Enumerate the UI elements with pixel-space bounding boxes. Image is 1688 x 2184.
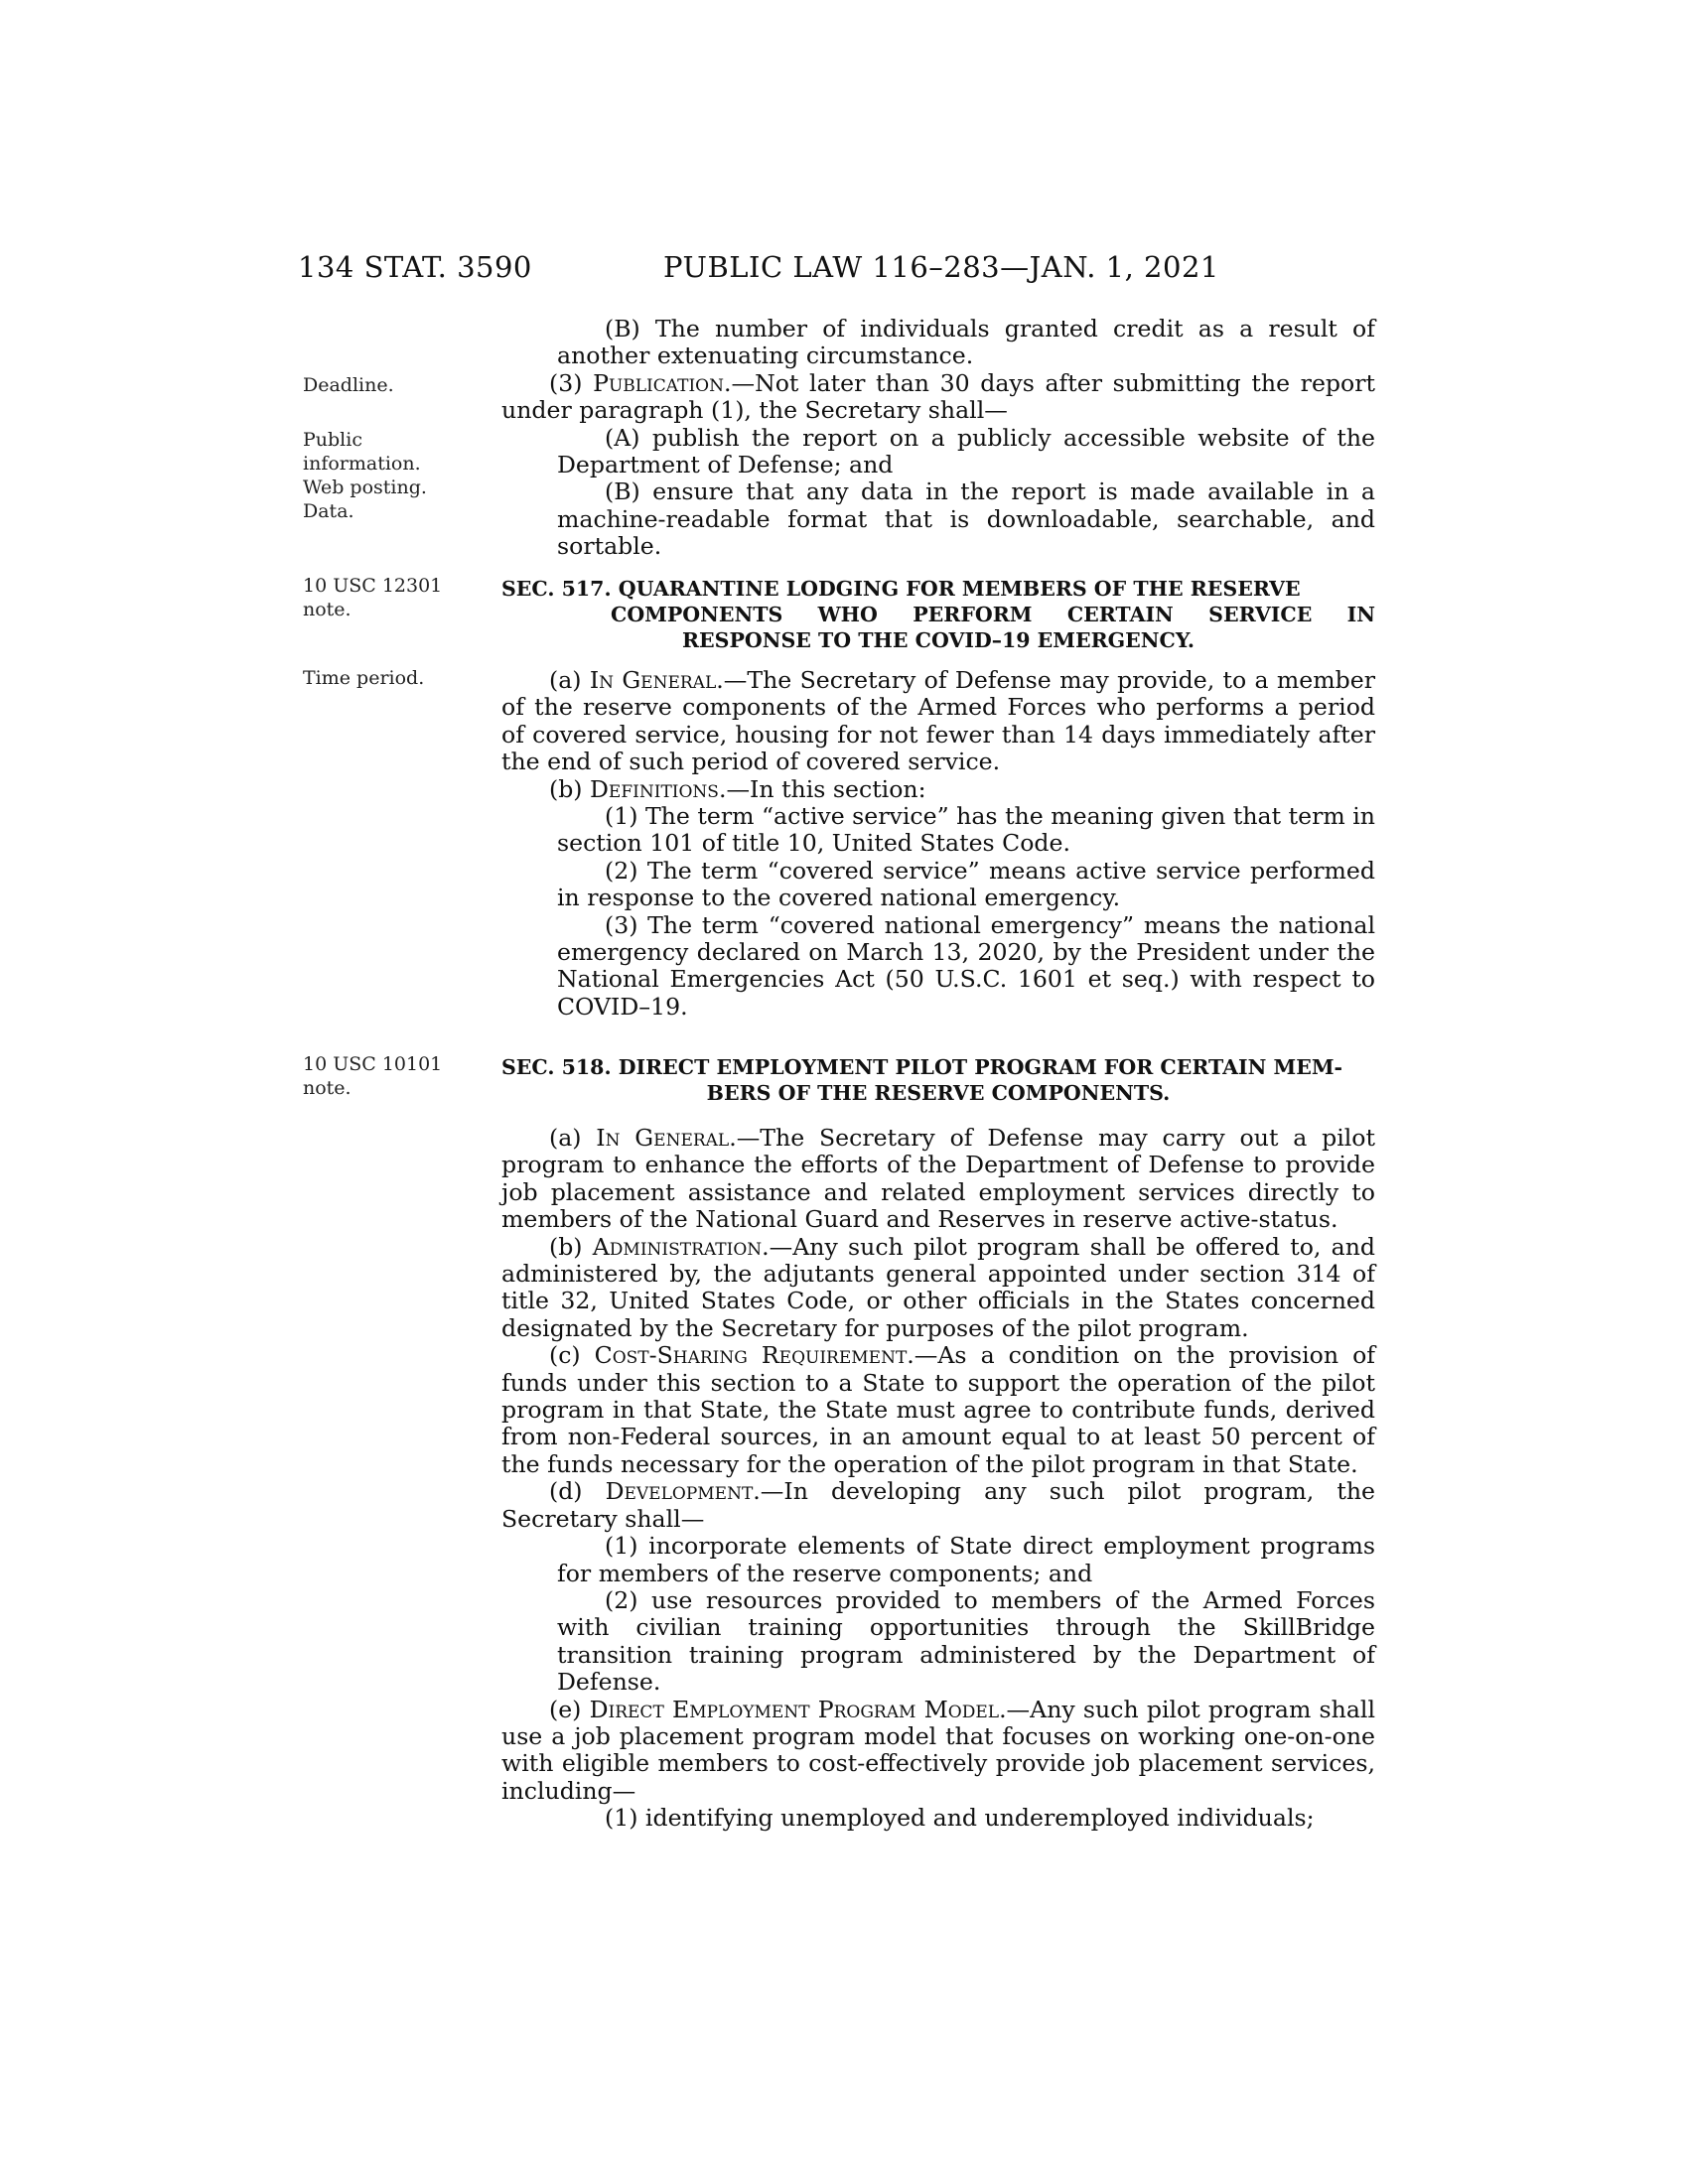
section-518-a: (a) In General.—The Secretary of Defense may carry out a pilot program to enhance the efforts of the Department of Defense to provide job placement assistance and related employment services directly to members of the National Guard and Reserves in reserve active-status.	[501, 1124, 1375, 1234]
margin-note-deadline: Deadline.	[303, 374, 394, 396]
section-518-heading-line2: BERS OF THE RESERVE COMPONENTS.	[706, 1081, 1171, 1105]
section-518-d1: (1) incorporate elements of State direct employment programs for members of the reserve components; and	[557, 1532, 1375, 1587]
section-518-heading-line1: SEC. 518. DIRECT EMPLOYMENT PILOT PROGRAM FOR CERTAIN MEM-	[501, 1055, 1343, 1079]
margin-note-public-information: Public information. Web posting. Data.	[303, 429, 427, 522]
section-518-heading	[501, 1054, 1375, 1106]
paragraph-3-publication: (3) Publication.—Not later than 30 days after submitting the report under paragraph (1), the Secretary shall—	[501, 368, 1375, 425]
section-518-d2: (2) use resources provided to members of the Armed Forces with civilian training opportunities through the SkillBridge transition training program administered by the Department of Defense.	[557, 1585, 1375, 1697]
section-517-heading-line2: COMPONENTS WHO PERFORM CERTAIN SERVICE IN	[611, 603, 1375, 626]
section-517-body	[501, 667, 1375, 1021]
paragraph-b-number: (B) The number of individuals granted credit as a result of another extenuating circumstance.	[557, 315, 1375, 370]
section-518-c: (c) Cost-Sharing Requirement.—As a condition on the provision of funds under this section to a State to support the operation of the pilot program in that State, the State must agree to contribute funds, derived from non-Federal sources, in an amount equal to at least 50 percent of the funds necessary for the operation of the pilot program in that State.	[501, 1341, 1376, 1478]
statute-page-number: 134 STAT. 3590	[298, 250, 532, 284]
section-518-b: (b) Administration.—Any such pilot program shall be offered to, and administered by, the adjutants general appointed under section 314 of title 32, United States Code, or other officials in the States concerned designated by the Secretary for purposes of the pilot program.	[501, 1232, 1375, 1342]
section-518-e: (e) Direct Employment Program Model.—Any such pilot program shall use a job placement program model that focuses on working one-on-one with eligible members to cost-effectively provide job placement services, including—	[501, 1695, 1376, 1805]
section-517-a: (a) In General.—The Secretary of Defense may provide, to a member of the reserve components of the Armed Forces who performs a period of covered service, housing for not fewer than 14 days immediately after the end of such period of covered service.	[501, 666, 1375, 776]
section-517-b1: (1) The term “active service” has the meaning given that term in section 101 of title 10, United States Code.	[557, 802, 1375, 858]
section-517-heading-line3: RESPONSE TO THE COVID–19 EMERGENCY.	[682, 628, 1195, 652]
section-517-b3: (3) The term “covered national emergency” means the national emergency declared on March 13, 2020, by the President under the National Emergencies Act (50 U.S.C. 1601 et seq.) with respect to COVID–19.	[557, 910, 1375, 1021]
paragraph-3b: (B) ensure that any data in the report is made available in a machine-readable format that is downloadable, searchable, and sortable.	[557, 478, 1375, 561]
paragraph-3a: (A) publish the report on a publicly accessible website of the Department of Defense; and	[557, 423, 1375, 479]
section-516-continuation	[501, 316, 1375, 561]
section-518-body	[501, 1125, 1375, 1833]
margin-note-usc-12301: 10 USC 12301 note.	[303, 575, 443, 620]
section-517-b2: (2) The term “covered service” means active service performed in response to the covered national emergency.	[557, 856, 1375, 912]
section-518-e1: (1) identifying unemployed and underemployed individuals;	[605, 1804, 1315, 1833]
public-law-header: PUBLIC LAW 116–283—JAN. 1, 2021	[663, 250, 1219, 284]
margin-note-usc-10101: 10 USC 10101 note.	[303, 1053, 443, 1099]
section-518-d: (d) Development.—In developing any such pilot program, the Secretary shall—	[501, 1477, 1375, 1533]
section-517-heading-line1: SEC. 517. QUARANTINE LODGING FOR MEMBERS OF THE RESERVE	[501, 577, 1301, 601]
margin-note-time-period: Time period.	[303, 667, 425, 689]
section-517-heading	[501, 576, 1375, 653]
section-517-b: (b) Definitions.—In this section:	[549, 774, 926, 803]
